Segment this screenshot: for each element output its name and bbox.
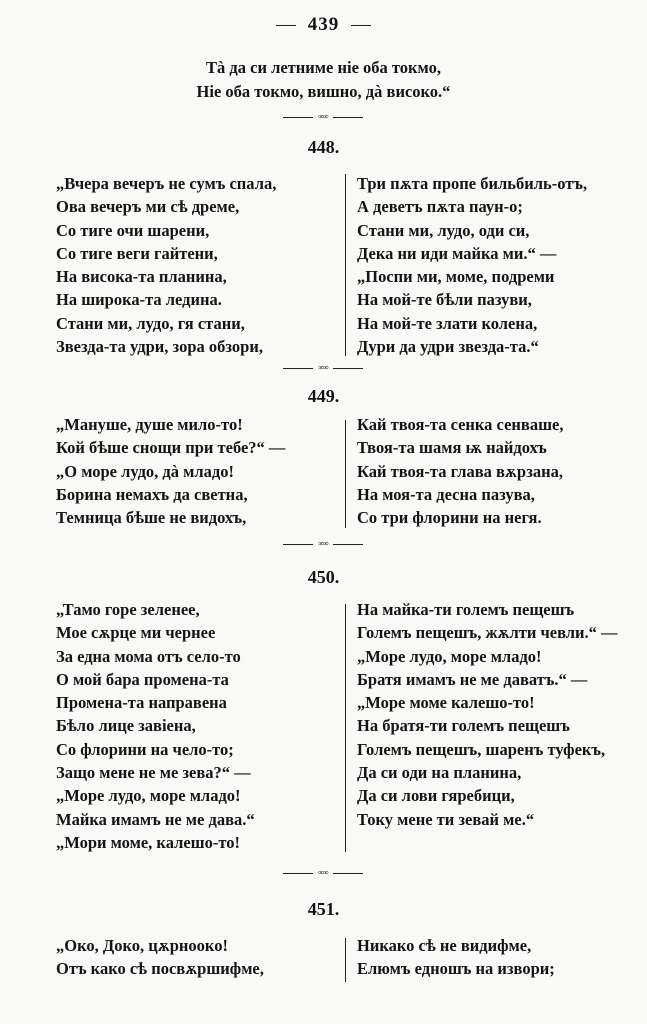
verse-line: Ова вечеръ ми сѣ дреме, bbox=[56, 197, 240, 217]
dash-left bbox=[276, 25, 296, 27]
poem-number: 448. bbox=[307, 137, 340, 157]
verse-line: На широка-та ледина. bbox=[56, 290, 222, 310]
verse-line: Кай твоя-та глава вѫрзана, bbox=[357, 461, 564, 481]
verse-line: „Вчера вечеръ не сумъ спала, bbox=[56, 174, 277, 193]
verse-line: Кай твоя-та сенка сенваше, bbox=[357, 415, 564, 434]
verse-line: Майка имамъ не ме дава.“ bbox=[56, 809, 255, 829]
poem-left-column bbox=[56, 413, 285, 529]
verse-line: Со тиге веги гайтени, bbox=[56, 243, 218, 263]
verse-line: „Море моме калешо-то! bbox=[357, 693, 535, 713]
poem-right-column bbox=[357, 934, 555, 981]
section-ornament: ∞∞ bbox=[283, 364, 363, 372]
poem-left-column bbox=[56, 598, 255, 854]
page-number: 439 bbox=[307, 14, 340, 35]
verse-line: Борина немахъ да светна, bbox=[56, 484, 248, 504]
verse-line: На моя-та десна пазува, bbox=[357, 484, 535, 504]
column-divider bbox=[345, 174, 346, 356]
verse-line: А деветъ пѫта паун-о; bbox=[357, 197, 523, 217]
verse-line: Мое сѫрце ми чернее bbox=[56, 623, 216, 643]
verse-line: Стани ми, лудо, оди си, bbox=[357, 220, 530, 240]
intro-verse bbox=[0, 56, 647, 103]
verse-line: „Поспи ми, моме, подреми bbox=[357, 267, 555, 287]
verse-line: Никако сѣ не видифме, bbox=[357, 936, 532, 955]
verse-line: „Море лудо, море младо! bbox=[56, 786, 241, 806]
verse-line: Три пѫта пропе бильбиль-отъ, bbox=[357, 174, 588, 193]
verse-line: „Мануше, душе мило-то! bbox=[56, 415, 243, 434]
verse-line: Ніе оба токмо, вишно, дà високо.“ bbox=[196, 81, 451, 101]
section-ornament: ∞∞ bbox=[283, 540, 363, 548]
verse-line: Елюмъ едношъ на извори; bbox=[357, 959, 555, 979]
column-divider bbox=[345, 938, 346, 982]
verse-line: Да си оди на планина, bbox=[357, 763, 522, 783]
verse-line: На братя-ти големъ пещешъ bbox=[357, 716, 570, 736]
verse-line: Промена-та направена bbox=[56, 693, 227, 713]
verse-line: Кой бѣше снощи при тебе?“ — bbox=[56, 438, 286, 458]
poem-right-column bbox=[357, 413, 563, 529]
poem-left-column bbox=[56, 934, 264, 981]
section-ornament: ∞∞ bbox=[283, 113, 363, 121]
verse-line: Звезда-та удри, зора обзори, bbox=[56, 337, 263, 357]
verse-line: Бѣло лице завіена, bbox=[56, 716, 196, 736]
verse-line: „Море лудо, море младо! bbox=[357, 646, 542, 666]
poem-right-column bbox=[357, 598, 618, 831]
verse-line: Тà да си летниме ніе оба токмо, bbox=[206, 58, 441, 77]
verse-line: Току мене ти зевай ме.“ bbox=[357, 809, 535, 829]
page-header bbox=[0, 14, 647, 36]
section-ornament: ∞∞ bbox=[283, 869, 363, 877]
verse-line: Големъ пещешъ, шаренъ туфекъ, bbox=[357, 739, 606, 759]
verse-line: Со тиге очи шарени, bbox=[56, 220, 210, 240]
verse-line: Стани ми, лудо, гя стани, bbox=[56, 313, 245, 333]
verse-line: Со три флорини на негя. bbox=[357, 508, 542, 528]
poem-right-column bbox=[357, 172, 587, 358]
verse-line: Защо мене не ме зева?“ — bbox=[56, 763, 251, 783]
verse-line: „Тамо горе зеленее, bbox=[56, 600, 200, 619]
poem-number: 451. bbox=[307, 899, 340, 919]
verse-line: На мой-те бѣли пазуви, bbox=[357, 290, 532, 310]
poem-number: 449. bbox=[307, 386, 340, 406]
verse-line: Големъ пещешъ, жѫлти чевли.“ — bbox=[357, 623, 618, 643]
column-divider bbox=[345, 420, 346, 528]
verse-line: На мой-те злати колена, bbox=[357, 313, 538, 333]
verse-line: О мой бара промена-та bbox=[56, 669, 229, 689]
verse-line: Дека ни иди майка ми.“ — bbox=[357, 243, 557, 263]
verse-line: „Око, Доко, цѫрнооко! bbox=[56, 936, 228, 955]
verse-line: Отъ како сѣ посвѫршифме, bbox=[56, 959, 264, 979]
verse-line: За една мома отъ село-то bbox=[56, 646, 241, 666]
verse-line: „О море лудо, дà младо! bbox=[56, 461, 234, 481]
verse-line: „Мори моме, калешо-то! bbox=[56, 832, 240, 852]
verse-line: Твоя-та шамя ѭ найдохъ bbox=[357, 438, 547, 458]
verse-line: Со флорини на чело-то; bbox=[56, 739, 234, 759]
dash-right bbox=[351, 25, 371, 27]
verse-line: На висока-та планина, bbox=[56, 267, 227, 287]
verse-line: Темница бѣше не видохъ, bbox=[56, 508, 247, 528]
column-divider bbox=[345, 604, 346, 852]
verse-line: Братя имамъ не ме даватъ.“ — bbox=[357, 669, 588, 689]
poem-number: 450. bbox=[307, 567, 340, 587]
verse-line: Да си лови гяребици, bbox=[357, 786, 515, 806]
verse-line: На майка-ти големъ пещешъ bbox=[357, 600, 575, 619]
verse-line: Дури да удри звезда-та.“ bbox=[357, 337, 539, 357]
poem-left-column bbox=[56, 172, 276, 358]
